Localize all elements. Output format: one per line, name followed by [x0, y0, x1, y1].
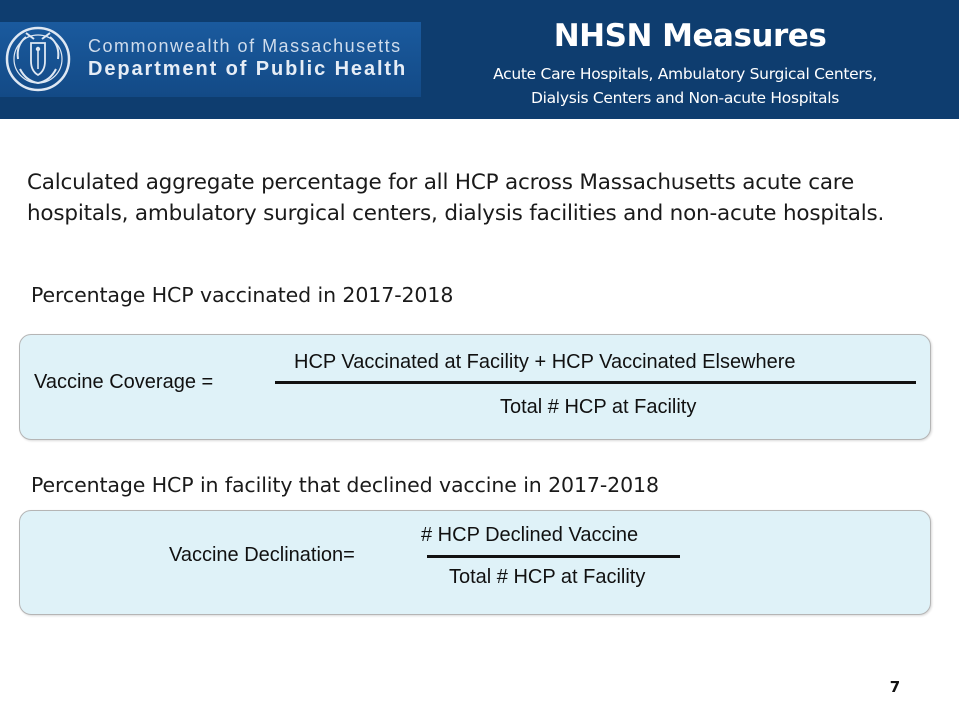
header-banner — [0, 0, 959, 119]
subtitle-line-1: Acute Care Hospitals, Ambulatory Surgical Centers, — [493, 65, 877, 83]
coverage-fraction-bar — [275, 381, 916, 384]
logo-department-text: Department of Public Health — [88, 58, 408, 80]
intro-text-before: Calculated aggregate percentage for all — [27, 170, 455, 195]
subtitle-line-2: Dialysis Centers and Non-acute Hospitals — [530, 89, 840, 107]
coverage-numerator: HCP Vaccinated at Facility + HCP Vaccinated Elsewhere — [294, 351, 796, 373]
page-title: NHSN Measures — [553, 18, 827, 54]
page-number: 7 — [889, 678, 901, 696]
declination-fraction-bar — [427, 555, 680, 558]
intro-text-after: across Massachusetts acute care hospitals, ambulatory surgical centers, dialysis facilities and non-acute hospitals. — [27, 170, 885, 226]
declination-formula-box — [19, 510, 931, 615]
coverage-denominator: Total # HCP at Facility — [500, 396, 697, 418]
coverage-lhs: Vaccine Coverage = — [34, 371, 214, 393]
intro-paragraph — [27, 167, 937, 229]
declination-lhs: Vaccine Declination= — [169, 544, 355, 566]
logo-commonwealth-text: Commonwealth of Massachusetts — [88, 36, 402, 56]
coverage-heading: Percentage HCP vaccinated in 2017-2018 — [31, 283, 454, 307]
coverage-formula-box — [19, 334, 931, 440]
massachusetts-seal-icon — [4, 25, 72, 93]
page-subtitle — [440, 62, 930, 110]
declination-denominator: Total # HCP at Facility — [449, 566, 646, 588]
declination-numerator: # HCP Declined Vaccine — [421, 524, 639, 546]
dph-logo — [0, 22, 421, 97]
declination-heading: Percentage HCP in facility that declined vaccine in 2017-2018 — [31, 473, 659, 497]
intro-hcp: HCP — [454, 170, 499, 195]
